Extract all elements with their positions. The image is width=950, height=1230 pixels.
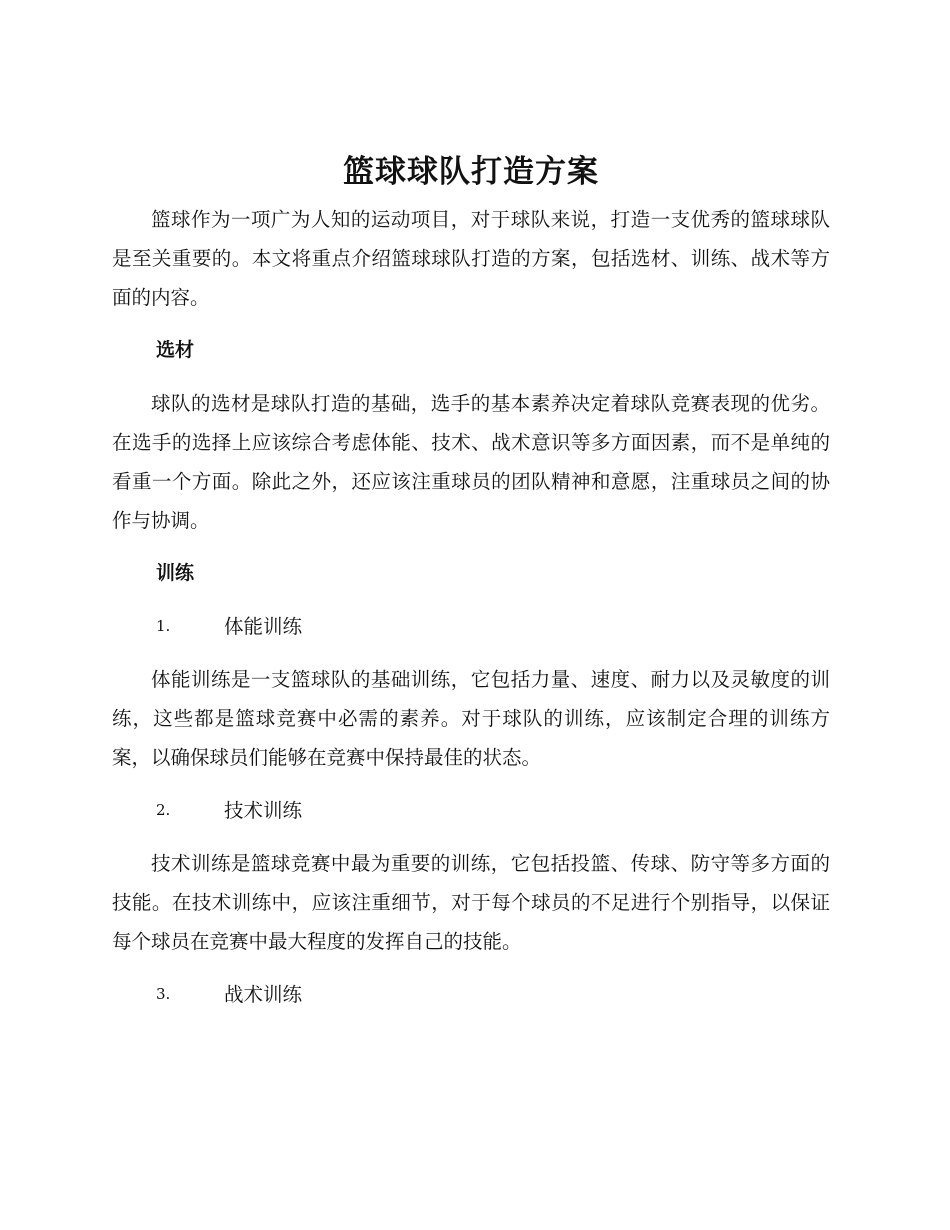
list-item-number: 3. xyxy=(156,985,171,1003)
document-body xyxy=(112,148,830,1014)
document-title: 篮球球队打造方案 xyxy=(343,154,599,190)
list-item-number: 1. xyxy=(156,617,171,635)
list-item-label: 体能训练 xyxy=(224,615,303,638)
selection-paragraph: 球队的选材是球队打造的基础，选手的基本素养决定着球队竞赛表现的优劣。在选手的选择上应该综合考虑体能、技术、战术意识等多方面因素，而不是单纯的看重一个方面。除此之外，还应该注重球员的团队精神和意愿，注重球员之间的协作与协调。 xyxy=(112,392,830,532)
section-heading-training: 训练 xyxy=(156,562,195,584)
physical-training-paragraph: 体能训练是一支篮球队的基础训练，它包括力量、速度、耐力以及灵敏度的训练，这些都是篮球竞赛中必需的素养。对于球队的训练，应该制定合理的训练方案，以确保球员们能够在竞赛中保持最佳的状态。 xyxy=(112,668,830,769)
list-item-label: 战术训练 xyxy=(224,983,303,1006)
list-item-physical-training xyxy=(112,607,830,646)
list-item-technical-training xyxy=(112,791,830,830)
list-item-label: 技术训练 xyxy=(224,799,303,822)
intro-paragraph: 篮球作为一项广为人知的运动项目，对于球队来说，打造一支优秀的篮球球队是至关重要的。本文将重点介绍篮球球队打造的方案，包括选材、训练、战术等方面的内容。 xyxy=(112,208,830,309)
list-item-tactical-training xyxy=(112,975,830,1014)
list-item-number: 2. xyxy=(156,801,171,819)
technical-training-paragraph: 技术训练是篮球竞赛中最为重要的训练，它包括投篮、传球、防守等多方面的技能。在技术训练中，应该注重细节，对于每个球员的不足进行个别指导，以保证每个球员在竞赛中最大程度的发挥自己的技能。 xyxy=(112,852,830,953)
section-heading-selection: 选材 xyxy=(156,339,195,361)
